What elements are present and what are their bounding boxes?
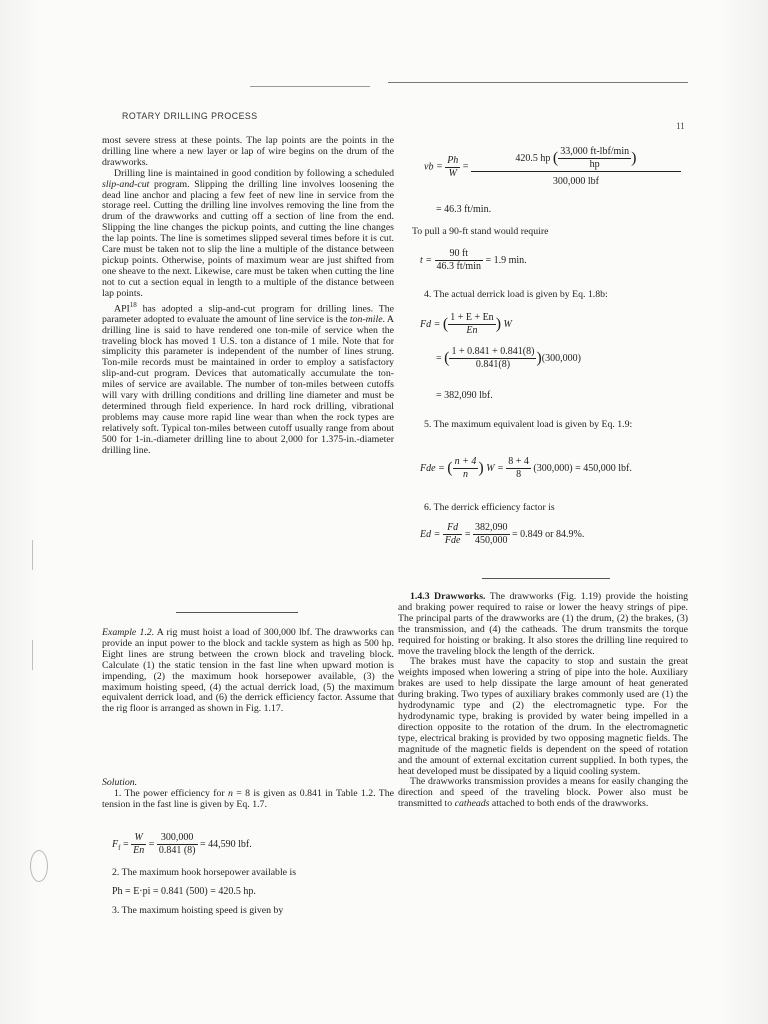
equation-derrick-load-substituted: = ( $\frac{1 + 0.841 + 0.841(8)}{0.841(8)}$ )(300,000) bbox=[436, 346, 581, 370]
paragraph: most severe stress at these points. The lap points are the points in the drilling line where a new layer or lap of wire begins on the drum of the drawworks. bbox=[102, 135, 394, 168]
equation-trip-time: t = 90 ft 46.3 ft/min = 1.9 min. bbox=[420, 248, 527, 272]
solution-label: Solution. bbox=[102, 777, 138, 788]
equation-hoisting-speed-result: = 46.3 ft/min. bbox=[436, 204, 492, 215]
step-5: 5. The maximum equivalent load is given by Eq. 1.9: bbox=[424, 419, 633, 430]
equation-derrick-load-result: = 382,090 lbf. bbox=[436, 390, 493, 401]
example-block bbox=[102, 628, 394, 715]
section-heading: 1.4.3 Drawworks. bbox=[410, 591, 486, 602]
page-fold-line-right bbox=[388, 82, 688, 83]
equation-equivalent-load: Fde = ( $\frac{n + 4}{n}$ ) W = $\frac{8 + 4}{8}$ (300,000) = 450,000 lbf. bbox=[420, 456, 632, 480]
section-divider bbox=[482, 578, 610, 579]
section-divider bbox=[176, 612, 298, 613]
step-3: 3. The maximum hoisting speed is given by bbox=[112, 905, 284, 916]
term: ton-mile bbox=[349, 313, 383, 325]
paragraph: The drawworks transmission provides a means for easily changing the direction and speed of the traveling block. Power also must be transmitted to catheads attached to both ends of the drawworks. bbox=[398, 776, 688, 810]
term: slip-and-cut bbox=[102, 178, 150, 190]
stand-text: To pull a 90-ft stand would require bbox=[412, 226, 549, 237]
paragraph: API$^{18}$ has adopted a slip-and-cut program for drilling lines. The parameter adopted to evaluate the amount of line service is the ton-mile. A drilling line is said to have rendered one ton-mile of service when the traveling block has moved 1 U.S. ton a distance of 1 mile. Note that for simplicity this parameter is independent of the number of lines strung. Ton-mile records must be maintained in order to employ a satisfactory slip-and-cut program. Devices that automatically accumulate the ton-miles of service are available. The number of ton-miles between cutoffs will vary with drilling conditions and drilling line diameter and must be determined through field experience. In hard rock drilling, vibrational problems may cause more rapid line wear than when the rock types are relatively soft. Typical ton-miles between cutoff usually range from about 500 for 1-in.-diameter drilling line to about 2,000 for 1.375-in.-diameter drilling line. bbox=[102, 300, 394, 456]
step-6: 6. The derrick efficiency factor is bbox=[424, 502, 555, 513]
example-title: Example 1.2. bbox=[102, 627, 155, 638]
solution-block bbox=[102, 778, 394, 811]
paragraph: The brakes must have the capacity to stop and sustain the great weights imposed when lowering a string of pipe into the hole. Auxiliary brakes are used to help dissipate the large amount of heat generated during braking. Two types of auxiliary brakes commonly used are (1) the hydrodynamic type and (2) the electromagnetic type. For the hydrodynamic type, braking is provided by water being impelled in a direction opposite to the rotation of the drum. In the electromagnetic type, electrical braking is provided by two opposing magnetic fields. The magnitude of the magnetic fields is dependent on the speed of rotation and the amount of external excitation current supplied. In both types, the heat developed must be dissipated by a liquid cooling system. bbox=[398, 656, 688, 777]
scan-mark bbox=[32, 540, 33, 570]
example-paragraph: Example 1.2. A rig must hoist a load of 300,000 lbf. The drawworks can provide an input power to the block and tackle system as high as 500 hp. Eight lines are strung between the crown block and traveling block. Calculate (1) the static tension in the fast line when upward motion is impending, (2) the maximum hook horsepower available, (3) the maximum hoisting speed, (4) the actual derrick load, (5) the maximum equivalent derrick load, and (6) the derrick efficiency factor. Assume that the rig floor is arranged as shown in Fig. 1.17. bbox=[102, 627, 394, 715]
reference-superscript: 18 bbox=[129, 300, 137, 309]
scan-smudge bbox=[30, 850, 48, 882]
equation-hoisting-speed: vb = $\frac{Ph}{W}$ = 420.5 hp ( 33,000 ft-lbf/min hp ) 300,000 lbf bbox=[424, 146, 681, 188]
section-drawworks bbox=[398, 592, 688, 810]
step-1: 1. The power efficiency for n = 8 is given as 0.841 in Table 1.2. The tension in the fast line is given by Eq. 1.7. bbox=[102, 787, 394, 810]
equation-hook-horsepower: Ph = E·pi = 0.841 (500) = 420.5 hp. bbox=[112, 886, 256, 897]
paragraph: 1.4.3 Drawworks. The drawworks (Fig. 1.19) provide the hoisting and braking power required to raise or lower the heavy strings of pipe. The principal parts of the drawworks are (1) the drum, (2) the brakes, (3) the transmission, and (4) the catheads. The drum transmits the torque required for hoisting or braking. It also stores the drilling line required to move the traveling block the length of the derrick. bbox=[398, 591, 688, 657]
equation-derrick-efficiency: Ed = Fd Fde = $\frac{382,090}{450,000}$ = 0.849 or 84.9%. bbox=[420, 522, 585, 546]
scan-mark bbox=[32, 640, 33, 670]
page-fold-line-left bbox=[250, 86, 370, 87]
step-2: 2. The maximum hook horsepower available is bbox=[112, 867, 297, 878]
running-head: ROTARY DRILLING PROCESS bbox=[122, 111, 258, 121]
page-number: 11 bbox=[676, 121, 685, 131]
step-4: 4. The actual derrick load is given by Eq. 1.8b: bbox=[424, 289, 608, 300]
equation-derrick-load: Fd = ( $\frac{1 + E + En}{En}$ ) W bbox=[420, 312, 512, 336]
equation-fast-line-tension: $F_f$ = $\frac{W}{En}$ = $\frac{300,000}{0.841 (8)}$ = 44,590 lbf. bbox=[112, 832, 252, 856]
term: catheads bbox=[454, 798, 490, 810]
paragraph: Drilling line is maintained in good condition by following a scheduled slip-and-cut program. Slipping the drilling line involves loosening the dead line anchor and placing a few feet of new line in service from the storage reel. Cutting the drilling line involves removing the line from the drum of the drawworks and cutting off a section of line from the end. Slipping the line changes the pickup points, and cutting the line changes the lap points. The line is sometimes slipped several times before it is cut. Care must be taken not to slip the line a multiple of the distance between pickup points. Otherwise, points of maximum wear are just shifted from one sheave to the next. Likewise, care must be taken when cutting the line not to cut a section equal in length to a multiple of the distance between lap points. bbox=[102, 167, 394, 299]
left-column-text bbox=[102, 136, 394, 457]
